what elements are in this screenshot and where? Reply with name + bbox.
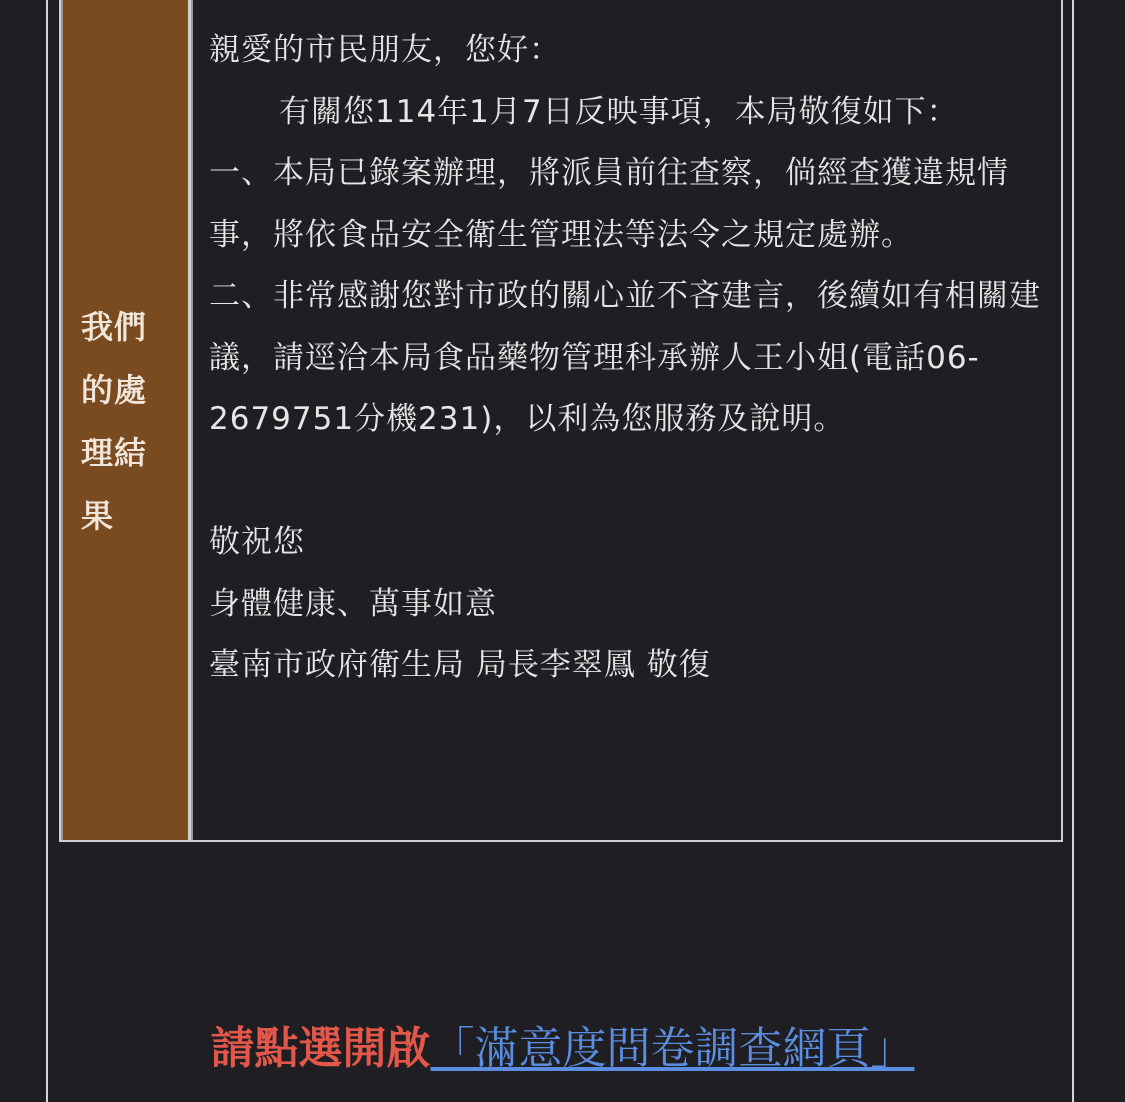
reply-letter [209,20,1049,697]
reply-item-1: 一、本局已錄案辦理，將派員前往查察，倘經查獲違規情事，將依食品安全衛生管理法等法令之規定處辦。 [209,155,1009,253]
survey-link[interactable]: 「滿意度問卷調查網頁」 [430,1023,915,1074]
reply-closing-1: 敬祝您 [209,524,305,560]
survey-prompt-line [0,1012,1125,1076]
result-header-cell [61,0,191,840]
reply-closing-2: 身體健康、萬事如意 [209,585,497,622]
reply-signature: 臺南市政府衛生局 局長李翠鳳 敬復 [209,647,711,683]
result-table [59,0,1063,842]
reply-greeting: 親愛的市民朋友，您好： [209,32,561,68]
reply-item-2: 二、非常感謝您對市政的關心並不吝建言，後續如有相關建議，請逕洽本局食品藥物管理科承辦人王小姐(電話06-2679751分機231)，以利為您服務及說明。 [209,278,1041,437]
result-header-label: 我們的處理結果 [81,308,148,535]
reply-intro: 有關您114年1月7日反映事項，本局敬復如下： [279,93,959,130]
result-content-cell [191,0,1061,840]
reply-spacer [209,451,1049,513]
survey-prompt-text: 請點選開啟 [210,1023,431,1074]
